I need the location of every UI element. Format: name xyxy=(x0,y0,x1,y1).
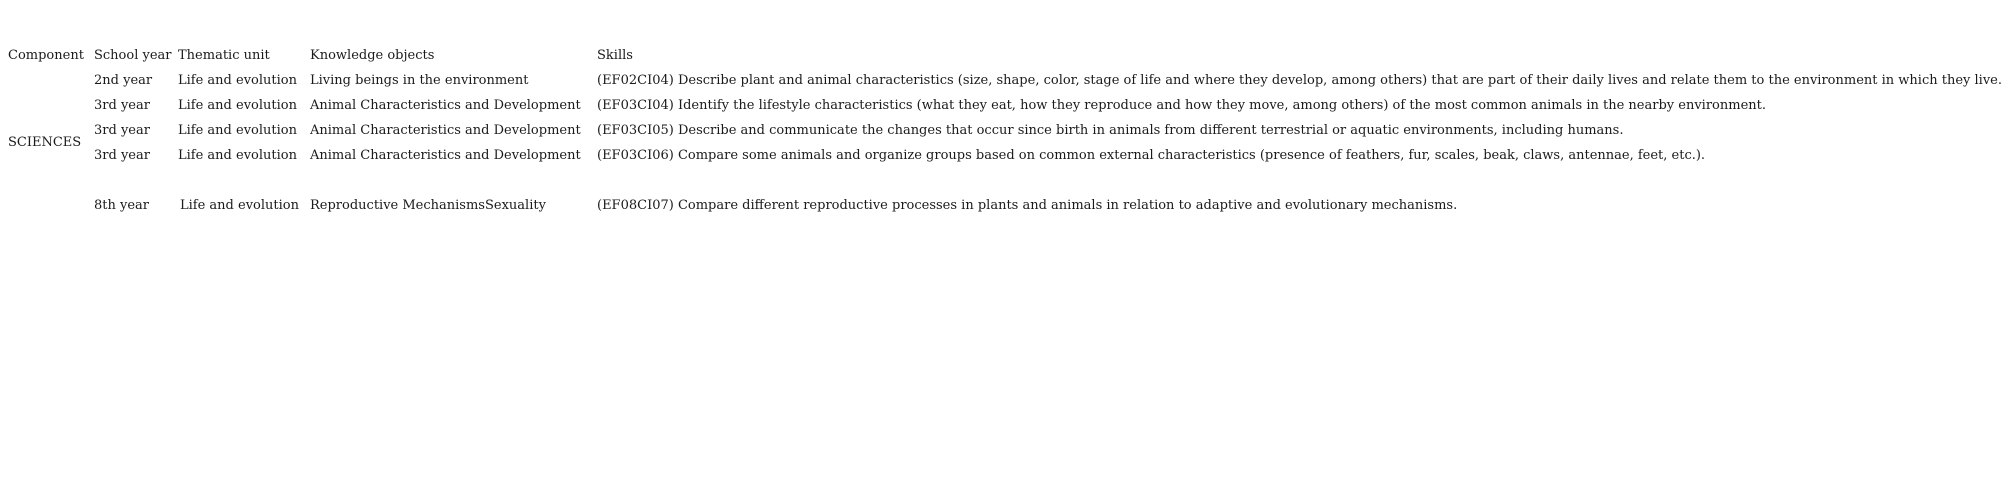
component-label: SCIENCES xyxy=(8,135,82,150)
row-2-knowledge-objects: Animal Characteristics and Development xyxy=(310,98,581,113)
row-1-skills: (EF02CI04) Describe plant and animal characteristics (size, shape, color, stage of life and where they develop, among others) that are part of their daily lives and relate them to the environment in which they live. xyxy=(597,73,2002,88)
row-5-thematic-unit: Life and evolution xyxy=(180,198,299,213)
row-4-knowledge-objects: Animal Characteristics and Development xyxy=(310,148,581,163)
row-2-school-year: 3rd year xyxy=(94,98,150,113)
header-thematic-unit: Thematic unit xyxy=(178,48,270,63)
row-3-knowledge-objects: Animal Characteristics and Development xyxy=(310,123,581,138)
row-4-thematic-unit: Life and evolution xyxy=(178,148,297,163)
header-school-year: School year xyxy=(94,48,172,63)
row-3-thematic-unit: Life and evolution xyxy=(178,123,297,138)
row-4-school-year: 3rd year xyxy=(94,148,150,163)
row-4-skills: (EF03CI06) Compare some animals and organize groups based on common external characteristics (presence of feathers, fur, scales, beak, claws, antennae, feet, etc.). xyxy=(597,148,1706,163)
header-knowledge-objects: Knowledge objects xyxy=(310,48,435,63)
row-5-knowledge-objects: Reproductive MechanismsSexuality xyxy=(310,198,546,213)
row-5-skills: (EF08CI07) Compare different reproductive processes in plants and animals in relation to adaptive and evolutionary mechanisms. xyxy=(597,198,1458,213)
row-1-knowledge-objects: Living beings in the environment xyxy=(310,73,529,88)
row-5-school-year: 8th year xyxy=(94,198,150,213)
header-skills: Skills xyxy=(597,48,633,63)
row-1-school-year: 2nd year xyxy=(94,73,153,88)
row-1-thematic-unit: Life and evolution xyxy=(178,73,297,88)
row-3-school-year: 3rd year xyxy=(94,123,150,138)
row-2-thematic-unit: Life and evolution xyxy=(178,98,297,113)
row-3-skills: (EF03CI05) Describe and communicate the changes that occur since birth in animals from different terrestrial or aquatic environments, including humans. xyxy=(597,123,1624,138)
header-component: Component xyxy=(8,48,84,63)
row-2-skills: (EF03CI04) Identify the lifestyle characteristics (what they eat, how they reproduce and how they move, among others) of the most common animals in the nearby environment. xyxy=(597,98,1766,113)
